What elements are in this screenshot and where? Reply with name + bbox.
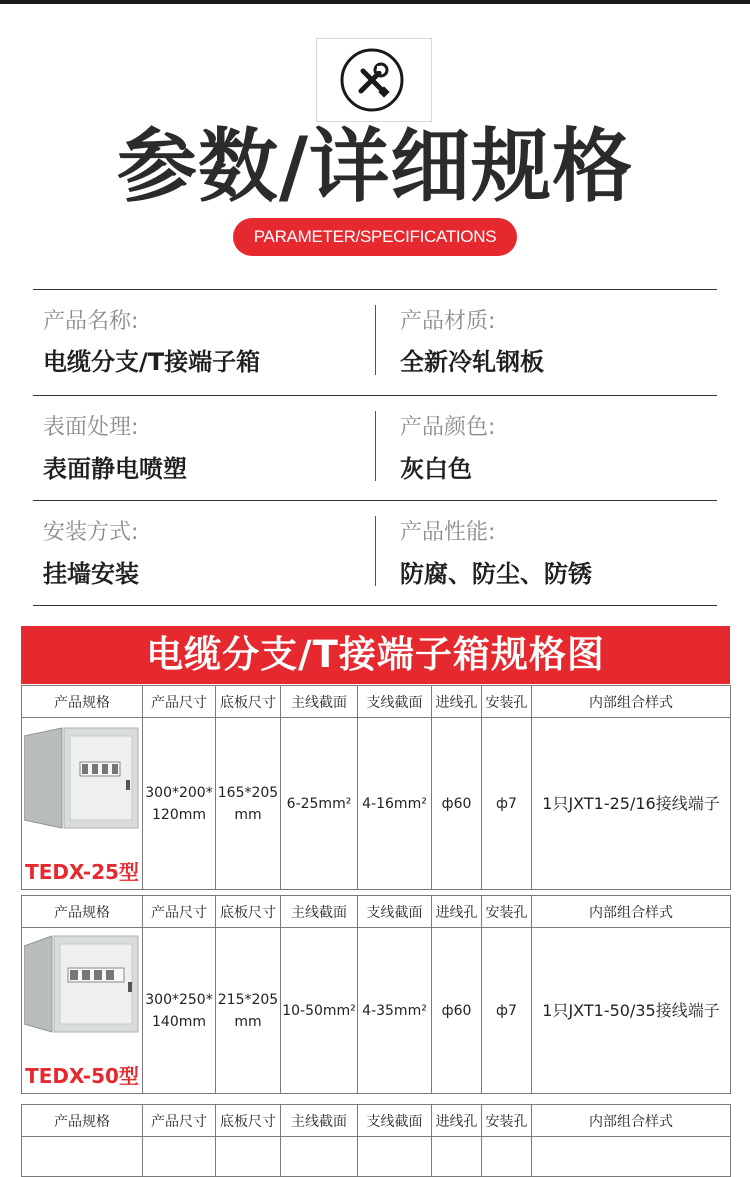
table-header-row (22, 1105, 731, 1137)
header-combo: 内部组合样式 (532, 686, 731, 718)
wrench-screwdriver-icon (339, 47, 405, 113)
empty-cell (281, 1137, 358, 1177)
product-name-value: 电缆分支/T接端子箱 (43, 348, 261, 376)
header-plate: 底板尺寸 (216, 1105, 281, 1137)
surface-label: 表面处理: (43, 415, 139, 440)
plate-cell (216, 928, 281, 1094)
plate-line2: mm (234, 806, 262, 823)
product-image (24, 724, 140, 836)
install-value: 挂墙安装 (43, 560, 139, 588)
product-cell (22, 928, 143, 1094)
size-line2: 140mm (152, 1013, 206, 1030)
plate-line1: 215*205 (217, 991, 279, 1008)
surface-value: 表面静电喷塑 (43, 455, 187, 483)
product-cell (22, 718, 143, 890)
column-divider (375, 411, 376, 481)
main-section-cell: 6-25mm² (281, 718, 358, 890)
empty-cell (143, 1137, 216, 1177)
page-title: 参数/详细规格 (116, 120, 634, 213)
table-row (22, 1137, 731, 1177)
table-row (22, 718, 731, 890)
subtitle-pill: PARAMETER/SPECIFICATIONS (233, 218, 517, 256)
size-line1: 300*200* (145, 784, 213, 801)
top-border (0, 0, 750, 4)
combo-cell: 1只JXT1-50/35接线端子 (532, 928, 731, 1094)
header-plate: 底板尺寸 (216, 896, 281, 928)
header-branch: 支线截面 (358, 896, 432, 928)
column-divider (375, 516, 376, 586)
header-model: 产品规格 (22, 896, 143, 928)
header-model: 产品规格 (22, 1105, 143, 1137)
spec-table-2 (21, 895, 731, 1094)
mount-cell: ф7 (482, 718, 532, 890)
table-header-row (22, 896, 731, 928)
divider (33, 605, 717, 606)
header-combo: 内部组合样式 (532, 1105, 731, 1137)
empty-cell (358, 1137, 432, 1177)
branch-section-cell: 4-16mm² (358, 718, 432, 890)
combo-cell: 1只JXT1-25/16接线端子 (532, 718, 731, 890)
header-inlet: 进线孔 (432, 896, 482, 928)
color-label: 产品颜色: (400, 415, 496, 440)
header-mount: 安装孔 (482, 896, 532, 928)
header-plate: 底板尺寸 (216, 686, 281, 718)
product-image (24, 932, 140, 1044)
product-name-label: 产品名称: (43, 309, 139, 334)
header-inlet: 进线孔 (432, 1105, 482, 1137)
table-row (22, 928, 731, 1094)
inlet-cell: ф60 (432, 928, 482, 1094)
header-size: 产品尺寸 (143, 686, 216, 718)
performance-value: 防腐、防尘、防锈 (400, 560, 592, 588)
plate-cell (216, 718, 281, 890)
table-header-row (22, 686, 731, 718)
header-mount: 安装孔 (482, 686, 532, 718)
header-branch: 支线截面 (358, 1105, 432, 1137)
product-model: TEDX-50型 (25, 1064, 139, 1088)
divider (33, 395, 717, 396)
column-divider (375, 305, 376, 375)
plate-line1: 165*205 (217, 784, 279, 801)
material-value: 全新冷轧钢板 (400, 348, 544, 376)
material-label: 产品材质: (400, 309, 496, 334)
empty-cell (482, 1137, 532, 1177)
header-size: 产品尺寸 (143, 896, 216, 928)
size-cell (143, 718, 216, 890)
header-main: 主线截面 (281, 686, 358, 718)
main-section-cell: 10-50mm² (281, 928, 358, 1094)
size-line2: 120mm (152, 806, 206, 823)
install-label: 安装方式: (43, 520, 139, 545)
product-model: TEDX-25型 (25, 860, 139, 884)
divider (33, 289, 717, 290)
empty-cell (532, 1137, 731, 1177)
branch-section-cell: 4-35mm² (358, 928, 432, 1094)
divider (33, 500, 717, 501)
header-inlet: 进线孔 (432, 686, 482, 718)
empty-cell (216, 1137, 281, 1177)
header-branch: 支线截面 (358, 686, 432, 718)
spec-banner: 电缆分支/T接端子箱规格图 (21, 626, 730, 684)
size-cell (143, 928, 216, 1094)
header-main: 主线截面 (281, 896, 358, 928)
header-model: 产品规格 (22, 686, 143, 718)
color-value: 灰白色 (400, 455, 472, 483)
header-mount: 安装孔 (482, 1105, 532, 1137)
spec-table-3 (21, 1104, 731, 1177)
header-size: 产品尺寸 (143, 1105, 216, 1137)
header-combo: 内部组合样式 (532, 896, 731, 928)
spec-table-1 (21, 685, 731, 890)
size-line1: 300*250* (145, 991, 213, 1008)
header-main: 主线截面 (281, 1105, 358, 1137)
mount-cell: ф7 (482, 928, 532, 1094)
empty-cell (22, 1137, 143, 1177)
performance-label: 产品性能: (400, 520, 496, 545)
empty-cell (432, 1137, 482, 1177)
plate-line2: mm (234, 1013, 262, 1030)
inlet-cell: ф60 (432, 718, 482, 890)
